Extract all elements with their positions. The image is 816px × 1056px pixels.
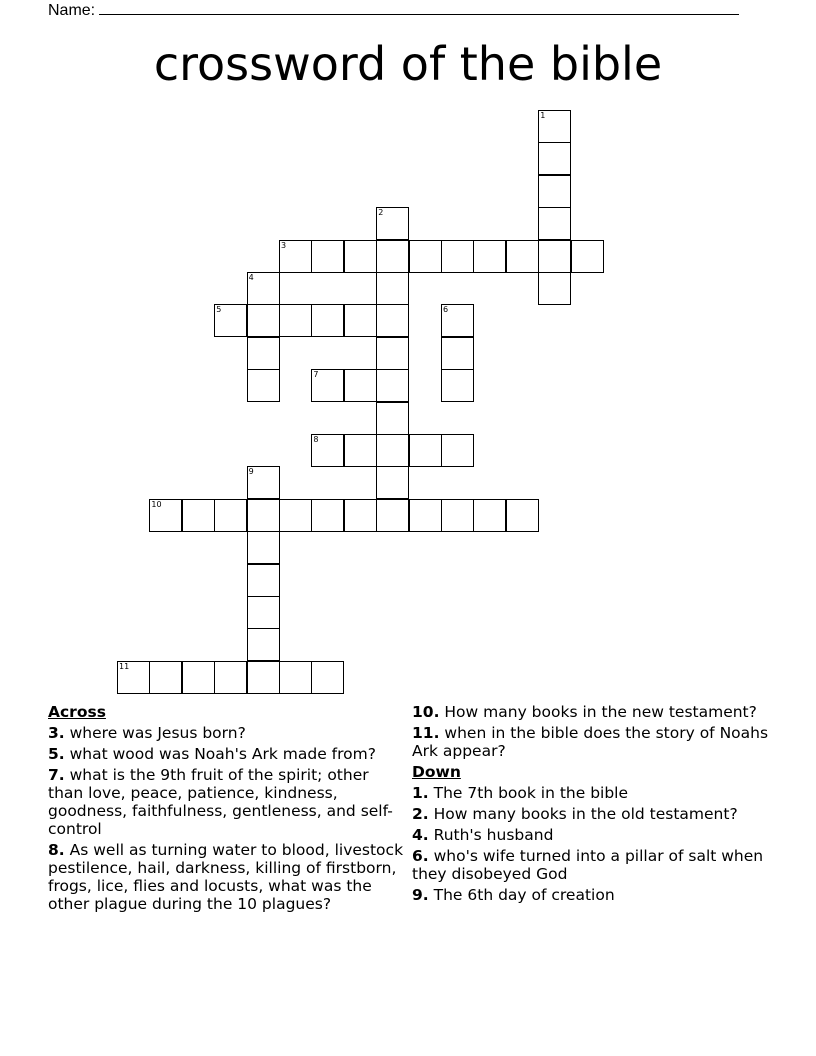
clue: [412, 826, 772, 844]
crossword-cell[interactable]: [311, 369, 344, 402]
clue-number: 7.: [48, 766, 65, 784]
clue: [48, 766, 408, 838]
crossword-cell[interactable]: [247, 369, 280, 402]
crossword-cell[interactable]: [182, 499, 215, 532]
crossword-cell[interactable]: [376, 369, 409, 402]
clue-text: The 7th book in the bible: [433, 784, 629, 802]
crossword-cell[interactable]: [344, 304, 377, 337]
clue-number: 6.: [412, 847, 429, 865]
crossword-cell[interactable]: [376, 402, 409, 435]
clue: [412, 784, 772, 802]
cell-number: 11: [119, 661, 130, 671]
down-clue-list: [412, 784, 772, 904]
clue-text: where was Jesus born?: [69, 724, 246, 742]
cell-number: 10: [151, 499, 162, 509]
clue-number: 10.: [412, 703, 440, 721]
clue-number: 9.: [412, 886, 429, 904]
crossword-cell[interactable]: [441, 240, 474, 273]
clue-number: 2.: [412, 805, 429, 823]
cell-number: 3: [281, 240, 287, 250]
crossword-cell[interactable]: [311, 434, 344, 467]
crossword-cell[interactable]: [441, 337, 474, 370]
crossword-cell[interactable]: [247, 596, 280, 629]
clue: [48, 745, 408, 763]
clue-text: Ruth's husband: [433, 826, 554, 844]
crossword-cell[interactable]: [344, 499, 377, 532]
clue-text: who's wife turned into a pillar of salt when they disobeyed God: [412, 847, 764, 883]
clue: [412, 703, 772, 721]
name-label: Name:: [48, 2, 96, 19]
crossword-cell[interactable]: [376, 337, 409, 370]
crossword-cell[interactable]: [311, 304, 344, 337]
clues-column-left: [48, 703, 408, 916]
crossword-cell[interactable]: [247, 499, 280, 532]
cell-number: 9: [248, 467, 254, 477]
cell-number: 2: [378, 208, 384, 218]
clue-text: As well as turning water to blood, livestock pestilence, hail, darkness, killing of firstborn, frogs, lice, flies and locusts, what was the other plague during the 10 plagues?: [48, 841, 404, 913]
crossword-cell[interactable]: [311, 661, 344, 694]
crossword-cell[interactable]: [538, 175, 571, 208]
clue: [412, 886, 772, 904]
crossword-cell[interactable]: [376, 499, 409, 532]
across-clue-list-continued: [412, 703, 772, 760]
crossword-cell[interactable]: [247, 531, 280, 564]
clue-number: 4.: [412, 826, 429, 844]
crossword-cell[interactable]: [247, 628, 280, 661]
crossword-cell[interactable]: [506, 499, 539, 532]
crossword-cell[interactable]: [344, 240, 377, 273]
clue-number: 8.: [48, 841, 65, 859]
crossword-cell[interactable]: [247, 564, 280, 597]
clue: [412, 805, 772, 823]
crossword-cell[interactable]: [538, 272, 571, 305]
clue-text: How many books in the new testament?: [444, 703, 757, 721]
clue-text: what is the 9th fruit of the spirit; other than love, peace, patience, kindness, goodness, faithfulness, gentleness, and self-control: [48, 766, 393, 838]
cell-number: 4: [248, 273, 254, 282]
clue-number: 5.: [48, 745, 65, 763]
down-heading: Down: [412, 763, 461, 781]
crossword-cell[interactable]: [279, 304, 312, 337]
crossword-cell[interactable]: [247, 272, 280, 305]
crossword-cell[interactable]: [149, 499, 182, 532]
crossword-cell[interactable]: [571, 240, 604, 273]
clue: [48, 841, 408, 913]
crossword-cell[interactable]: [279, 661, 312, 694]
clue-text: when in the bible does the story of Noahs Ark appear?: [412, 724, 769, 760]
crossword-cell[interactable]: [473, 499, 506, 532]
crossword-cell[interactable]: [376, 466, 409, 499]
page-title: crossword of the bible: [153, 37, 663, 91]
crossword-cell[interactable]: [473, 240, 506, 273]
clues-column-right: [412, 703, 772, 907]
crossword-cell[interactable]: [311, 499, 344, 532]
crossword-cell[interactable]: [247, 466, 280, 499]
crossword-cell[interactable]: [538, 207, 571, 240]
crossword-cell[interactable]: [376, 434, 409, 467]
cell-number: 5: [216, 305, 222, 315]
crossword-cell[interactable]: [214, 304, 247, 337]
crossword-cell[interactable]: [247, 337, 280, 370]
cell-number: 8: [313, 435, 319, 444]
clue-number: 11.: [412, 724, 440, 742]
crossword-cell[interactable]: [441, 434, 474, 467]
crossword-cell[interactable]: [409, 434, 442, 467]
clue-text: How many books in the old testament?: [433, 805, 738, 823]
crossword-cell[interactable]: [182, 661, 215, 694]
crossword-cell[interactable]: [279, 499, 312, 532]
crossword-cell[interactable]: [311, 240, 344, 273]
clue-number: 3.: [48, 724, 65, 742]
crossword-cell[interactable]: [279, 240, 312, 273]
crossword-cell[interactable]: [538, 240, 571, 273]
clue: [48, 724, 408, 742]
crossword-cell[interactable]: [441, 499, 474, 532]
crossword-cell[interactable]: [247, 304, 280, 337]
crossword-cell[interactable]: [149, 661, 182, 694]
crossword-cell[interactable]: [538, 110, 571, 143]
across-clue-list: [48, 724, 408, 913]
cell-number: 6: [443, 305, 449, 315]
crossword-cell[interactable]: [409, 240, 442, 273]
crossword-cell[interactable]: [441, 369, 474, 402]
crossword-cell[interactable]: [409, 499, 442, 532]
crossword-cell[interactable]: [344, 369, 377, 402]
crossword-cell[interactable]: [344, 434, 377, 467]
crossword-cell[interactable]: [247, 661, 280, 694]
crossword-cell[interactable]: [214, 499, 247, 532]
clue: [412, 847, 772, 883]
crossword-cell[interactable]: [376, 207, 409, 240]
clue-text: what wood was Noah's Ark made from?: [69, 745, 376, 763]
crossword-cell[interactable]: [506, 240, 539, 273]
crossword-cell[interactable]: [441, 304, 474, 337]
cell-number: 7: [313, 370, 319, 380]
crossword-cell[interactable]: [376, 272, 409, 305]
crossword-cell[interactable]: [117, 661, 150, 694]
clue-text: The 6th day of creation: [433, 886, 615, 904]
clue: [412, 724, 772, 760]
across-heading: Across: [48, 703, 106, 721]
cell-number: 1: [540, 111, 546, 120]
crossword-cell[interactable]: [376, 304, 409, 337]
crossword-cell[interactable]: [376, 240, 409, 273]
clue-number: 1.: [412, 784, 429, 802]
crossword-cell[interactable]: [214, 661, 247, 694]
crossword-cell[interactable]: [538, 142, 571, 175]
